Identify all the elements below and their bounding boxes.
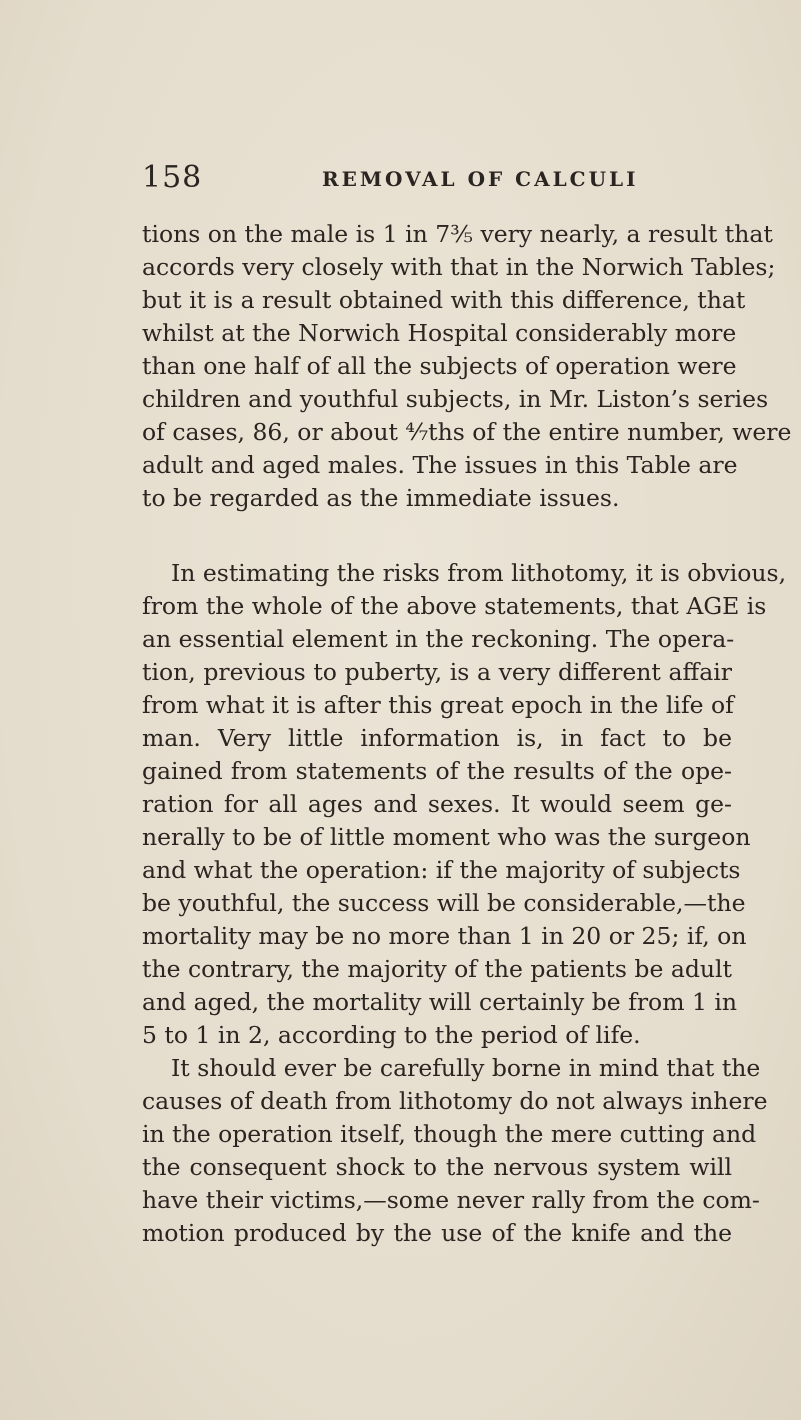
text-line: ration for all ages and sexes. It would seem ge-	[142, 790, 732, 818]
text-line: from the whole of the above statements, that AGE is	[142, 592, 767, 620]
paragraph-1	[142, 218, 792, 515]
text-line: mortality may be no more than 1 in 20 or 25; if, on	[142, 922, 747, 950]
text-line: be youthful, the success will be considerable,—the	[142, 889, 746, 917]
text-line: It should ever be carefully borne in mind that the	[171, 1054, 761, 1082]
text-line: than one half of all the subjects of operation were	[142, 352, 737, 380]
text-line: whilst at the Norwich Hospital considerably more	[142, 319, 737, 347]
text-line: and aged, the mortality will certainly be from 1 in	[142, 988, 738, 1016]
text-line: accords very closely with that in the Norwich Tables;	[142, 253, 776, 281]
text-line: in the operation itself, though the mere cutting and	[142, 1120, 757, 1148]
paragraph-2	[142, 557, 787, 1052]
text-line: tion, previous to puberty, is a very different affair	[142, 658, 732, 686]
page-number: 158	[142, 160, 203, 195]
text-line: and what the operation: if the majority of subjects	[142, 856, 741, 884]
text-line: motion produced by the use of the knife and the	[142, 1219, 732, 1247]
text-line: of cases, 86, or about ⁴⁄₇ths of the entire number, were	[142, 418, 792, 446]
text-line: man. Very little information is, in fact to be	[142, 724, 732, 752]
text-line: an essential element in the reckoning. The opera-	[142, 625, 735, 653]
text-line: children and youthful subjects, in Mr. Liston’s series	[142, 385, 769, 413]
text-line: but it is a result obtained with this difference, that	[142, 286, 746, 314]
text-line: the consequent shock to the nervous system will	[142, 1153, 732, 1181]
text-line: from what it is after this great epoch in the life of	[142, 691, 734, 719]
text-line: In estimating the risks from lithotomy, it is obvious,	[171, 559, 787, 587]
running-head	[142, 160, 732, 204]
text-line: gained from statements of the results of the ope-	[142, 757, 732, 785]
text-line: tions on the male is 1 in 7⅗ very nearly, a result that	[142, 220, 773, 248]
paragraph-3	[142, 1052, 768, 1250]
text-line: 5 to 1 in 2, according to the period of life.	[142, 1021, 641, 1049]
text-line: the contrary, the majority of the patients be adult	[142, 955, 732, 983]
text-line: causes of death from lithotomy do not always inhere	[142, 1087, 768, 1115]
text-line: adult and aged males. The issues in this Table are	[142, 451, 738, 479]
text-line: nerally to be of little moment who was the surgeon	[142, 823, 751, 851]
text-line: to be regarded as the immediate issues.	[142, 484, 620, 512]
text-line: have their victims,—some never rally from the com-	[142, 1186, 760, 1214]
running-head-title: REMOVAL OF CALCULI	[322, 167, 639, 191]
